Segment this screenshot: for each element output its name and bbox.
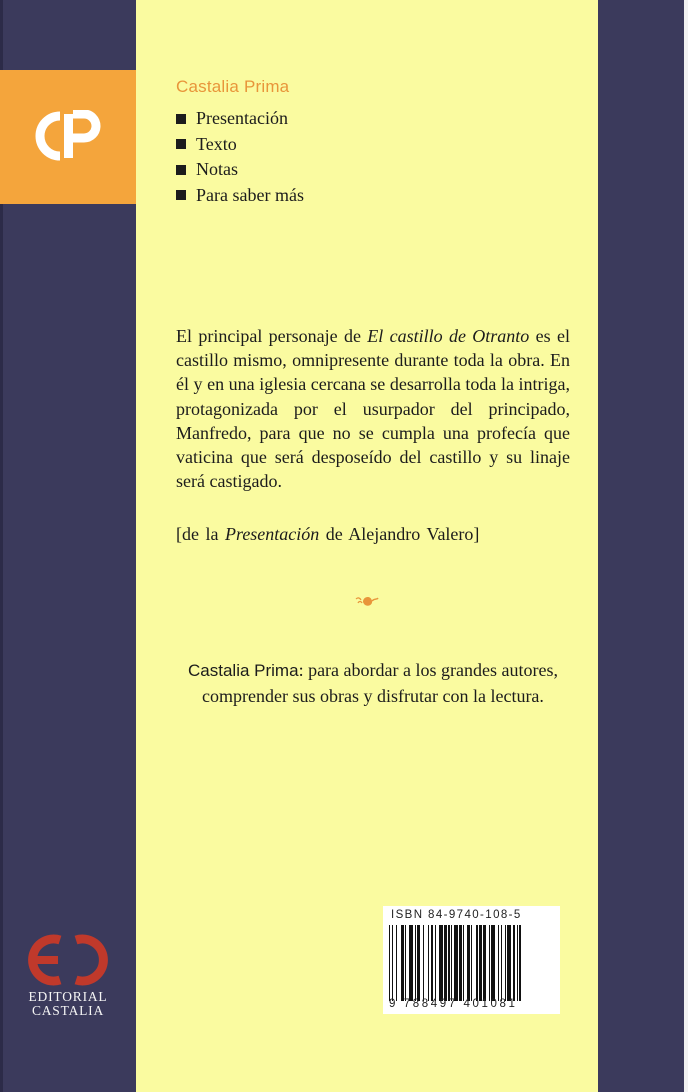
series-logo-box: [0, 70, 136, 204]
contents-list: [176, 106, 304, 208]
fleuron-icon: [355, 592, 379, 615]
contents-item-label: Notas: [196, 159, 238, 179]
ean-barcode: [389, 925, 554, 1001]
cp-logo-icon: [20, 110, 110, 162]
list-item: [176, 157, 304, 183]
contents-item-label: Texto: [196, 133, 237, 154]
isbn-label: ISBN 84-9740-108-5: [391, 909, 522, 921]
list-item: [176, 183, 304, 209]
publisher-line1: EDITORIAL: [28, 989, 108, 1004]
square-bullet-icon: [176, 190, 186, 200]
list-item: [176, 132, 304, 158]
quote-source: [176, 524, 479, 545]
blurb-intro: El principal personaje de: [176, 326, 368, 346]
series-name: Castalia Prima: [176, 77, 290, 96]
tagline-brand: Castalia Prima: [188, 661, 299, 680]
series-tagline: [176, 658, 570, 708]
list-item: [176, 106, 304, 132]
castalia-ec-logo-icon: [20, 934, 116, 986]
source-open: [de la: [176, 524, 225, 544]
tagline-text: : para abordar a los grandes autores, comprender sus obras y disfrutar con la lectura.: [202, 660, 558, 706]
right-edge: [684, 0, 688, 1092]
source-close: de Alejandro Valero]: [319, 524, 480, 544]
blurb-paragraph: [176, 324, 570, 493]
book-title: El castillo de Otranto: [367, 326, 530, 346]
contents-item-label: Presentación: [196, 108, 288, 128]
blurb-body: es el castillo mismo, omnipresente durante toda la obra. En él y en una iglesia cercana se desarrolla toda la intriga, protagonizada por el usurpador del principado, Manfredo, para que no se cumpla una profecía que vaticina que será desposeído del castillo y su linaje será castigado.: [176, 326, 570, 492]
square-bullet-icon: [176, 139, 186, 149]
barcode-panel: [383, 906, 560, 1014]
publisher-name: [14, 990, 122, 1018]
right-dark-band: [598, 0, 688, 1092]
square-bullet-icon: [176, 114, 186, 124]
contents-item-label: Para saber más: [196, 184, 304, 205]
square-bullet-icon: [176, 165, 186, 175]
publisher-line2: CASTALIA: [31, 1003, 105, 1018]
ean-digits: 9 788497 401081: [389, 998, 518, 1010]
source-italic: Presentación: [224, 524, 320, 544]
